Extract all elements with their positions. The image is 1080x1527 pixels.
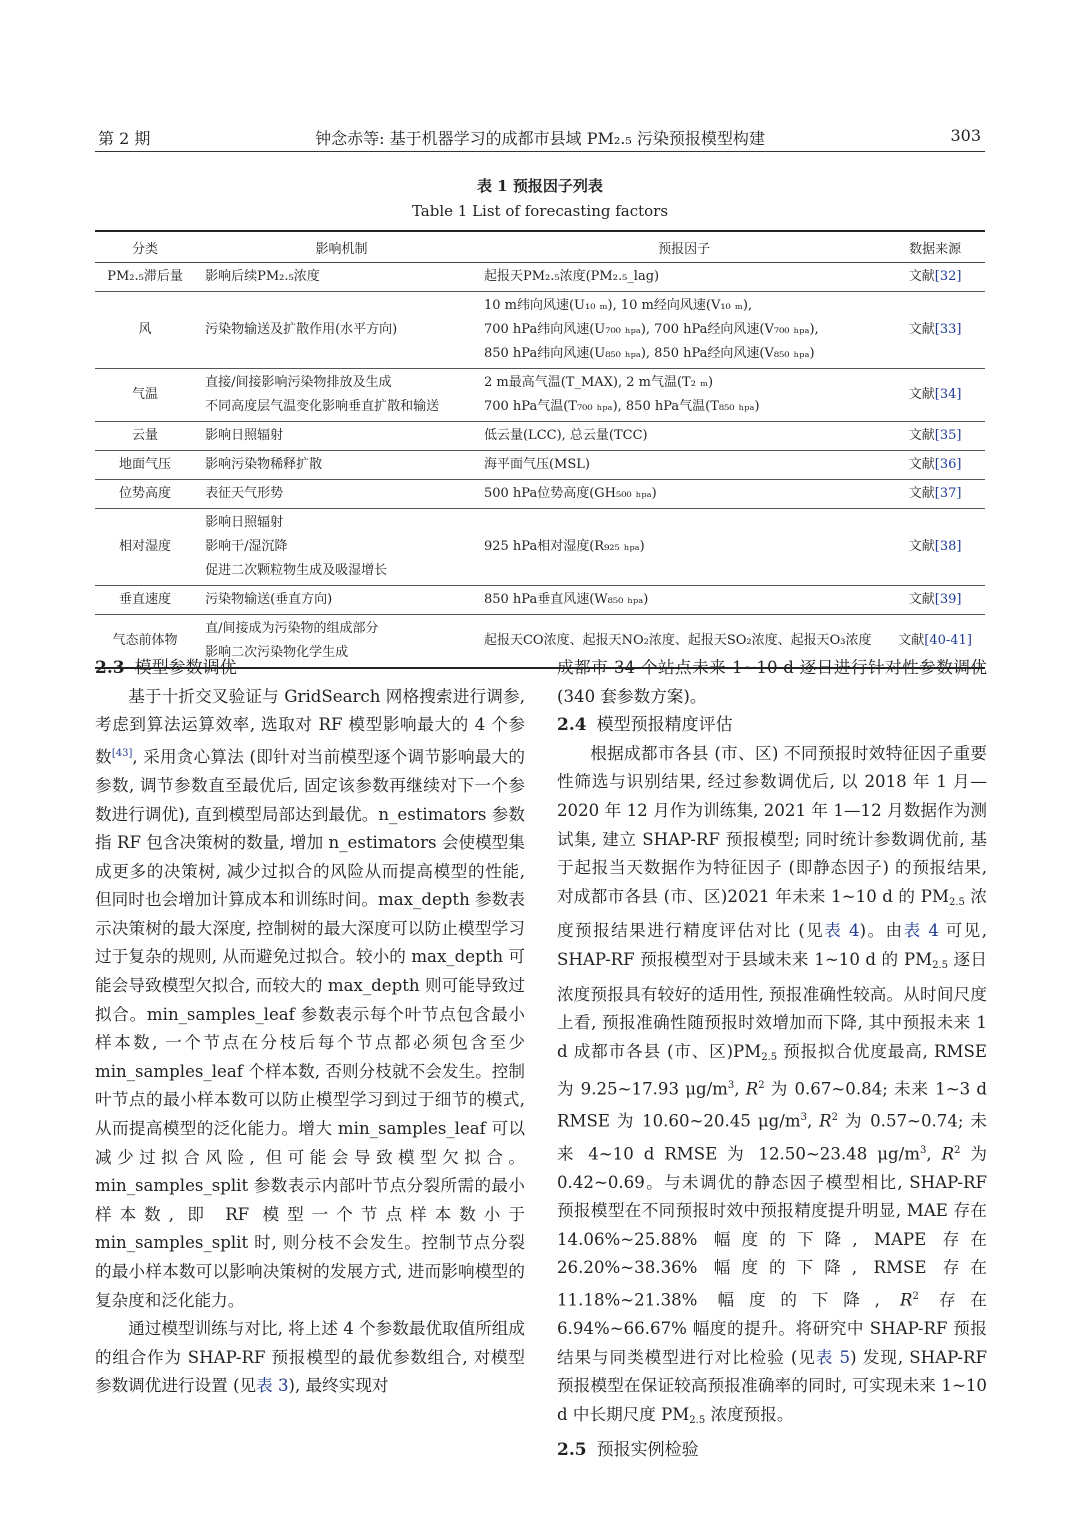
mechanism-line: 影响日照辐射: [205, 428, 284, 443]
running-head: [95, 124, 985, 152]
mechanism-line: 影响后续PM₂.₅浓度: [205, 269, 320, 284]
header-rule: [95, 151, 985, 152]
cell-source[interactable]: 文献[38]: [885, 509, 985, 586]
table-row: [95, 422, 985, 451]
cell-mechanism: [195, 509, 479, 586]
table-row: [95, 480, 985, 509]
section-heading-2-5: 2.5 预报实例检验: [557, 1439, 699, 1460]
cell-factors: [479, 586, 885, 615]
table-body: [95, 263, 985, 669]
paragraph-tuning-2-cont: 成都市 34 个站点未来 1~10 d 逐日进行针对性参数调优 (340 套参数方案)。: [557, 658, 987, 706]
cell-source[interactable]: 文献[32]: [885, 263, 985, 292]
factor-line: 700 hPa纬向风速(U₇₀₀ ₕₚₐ), 700 hPa经向风速(V₇₀₀ ₕₚₐ),: [483, 322, 819, 337]
cell-category: 地面气压: [95, 451, 195, 480]
mechanism-line: 不同高度层气温变化影响垂直扩散和输送: [205, 399, 440, 414]
cell-factors: [479, 292, 885, 369]
cell-mechanism: [195, 586, 479, 615]
cell-mechanism: [195, 369, 479, 422]
right-column: [557, 654, 987, 1464]
col-header-category: 分类: [95, 231, 195, 263]
cell-category: 相对湿度: [95, 509, 195, 586]
factor-line: 海平面气压(MSL): [483, 457, 590, 472]
cell-source[interactable]: 文献[37]: [885, 480, 985, 509]
cell-source[interactable]: 文献[33]: [885, 292, 985, 369]
table-row: [95, 292, 985, 369]
table-row: [95, 586, 985, 615]
cell-factors: [479, 422, 885, 451]
page-number: 303: [950, 126, 981, 145]
cell-source[interactable]: 文献[34]: [885, 369, 985, 422]
cell-factors: [479, 369, 885, 422]
factor-line: 500 hPa位势高度(GH₅₀₀ ₕₚₐ): [483, 486, 657, 501]
reference-link[interactable]: [32]: [934, 269, 962, 284]
mechanism-line: 直接/间接影响污染物排放及生成: [205, 375, 392, 390]
paragraph-tuning-2: 通过模型训练与对比, 将上述 4 个参数最优取值所组成的组合作为 SHAP-RF 预报模型的最优参数组合, 对模型参数调优进行设置 (见表 3), 最终实现对: [95, 1319, 525, 1396]
table-caption-cn: 表 1 预报因子列表: [477, 177, 603, 195]
left-column: [95, 654, 525, 1401]
table-header-row: [95, 231, 985, 263]
factor-line: 850 hPa垂直风速(W₈₅₀ ₕₚₐ): [483, 592, 649, 607]
cell-category: 位势高度: [95, 480, 195, 509]
paragraph-tuning: 基于十折交叉验证与 GridSearch 网格搜索进行调参, 考虑到算法运算效率, 选取对 RF 模型影响最大的 4 个参数[43], 采用贪心算法 (即针对当前模型逐个调节影响最大的参数, 调节参数直至最优后, 固定该参数再继续对下一个参数进行调优), 直到模型局部达到最优。n_estimators 参数指 RF 包含决策树的数量, 增加 n_estimators 会使模型集成更多的决策树, 减少过拟合的风险从而提高模型的性能, 但同时也会增加计算成本和训练时间。max_depth 参数表示决策树的最大深度, 控制树的最大深度可以防止模型学习过于复杂的规则, 从而避免过拟合。较小的 max_depth 可能会导致模型欠拟合, 而较大的 max_depth 则可能导致过拟合。min_samples_leaf 参数表示每个叶节点包含最小样本数, 一个节点在分枝后每个节点都必须包含至少 min_samples_leaf 个样本数, 否则分枝就不会发生。控制叶节点的最小样本数可以防止模型学习到过于细节的模式, 从而提高模型的泛化能力。增大 min_samples_leaf 可以减少过拟合风险, 但可能会导致模型欠拟合。min_samples_split 参数表示内部叶节点分裂所需的最小样本数, 即 RF 模型一个节点样本数小于 min_samples_split 时, 则分枝不会发生。控制节点分裂的最小样本数可以影响决策树的发展方式, 进而影响模型的复杂度和泛化能力。: [95, 686, 526, 1310]
cell-factors: [479, 451, 885, 480]
section-heading-2-3: 2.3 模型参数调优: [95, 658, 237, 678]
cell-category: 气态前体物: [95, 615, 195, 669]
col-header-factors: 预报因子: [479, 231, 885, 263]
factor-line: 925 hPa相对湿度(R₉₂₅ ₕₚₐ): [483, 539, 645, 554]
cell-category: 云量: [95, 422, 195, 451]
factor-line: 低云量(LCC), 总云量(TCC): [483, 428, 648, 443]
running-title: 钟念赤等: 基于机器学习的成都市县域 PM₂.₅ 污染预报模型构建: [315, 129, 765, 148]
mechanism-line: 影响污染物稀释扩散: [205, 457, 323, 472]
table-caption-en: Table 1 List of forecasting factors: [411, 202, 669, 220]
cell-source[interactable]: 文献[36]: [885, 451, 985, 480]
factor-line: 起报天CO浓度、起报天NO₂浓度、起报天SO₂浓度、起报天O₃浓度: [483, 633, 872, 648]
col-header-source: 数据来源: [885, 231, 985, 263]
cell-mechanism: [195, 480, 479, 509]
cell-factors: [479, 509, 885, 586]
table-row: [95, 451, 985, 480]
cell-category: 风: [95, 292, 195, 369]
mechanism-line: 污染物输送(垂直方向): [205, 592, 333, 607]
cell-factors: [479, 263, 885, 292]
issue-number: 第 2 期: [98, 129, 151, 148]
reference-link[interactable]: [36]: [934, 457, 962, 472]
table-row: [95, 509, 985, 586]
cell-category: 气温: [95, 369, 195, 422]
cell-mechanism: [195, 263, 479, 292]
factor-line: 2 m最高气温(T_MAX), 2 m气温(T₂ ₘ): [483, 375, 714, 390]
factor-line: 850 hPa纬向风速(U₈₅₀ ₕₚₐ), 850 hPa经向风速(V₈₅₀ ₕₚₐ): [483, 346, 815, 361]
reference-link[interactable]: [33]: [934, 322, 962, 337]
paragraph-evaluation: 根据成都市各县 (市、区) 不同预报时效特征因子重要性筛选与识别结果, 经过参数调优后, 以 2018 年 1 月—2020 年 12 月作为训练集, 2021 年 1—12 月数据作为测试集, 建立 SHAP-RF 预报模型; 同时统计参数调优前, 基于起报当天数据作为特征因子 (即静态因子) 的预报结果, 对成都市各县 (市、区)2021 年未来 1~10 d 的 $PM_{2.5}$ 浓度预报结果进行精度评估对比 (见表 4)。由表 4 可见, SHAP-RF 预报模型对于县域未来 1~10 d 的 $PM_{2.5}$ 逐日浓度预报具有较好的适用性, 预报准确性较高。从时间尺度上看, 预报准确性随预报时效增加而下降, 其中预报未来 1 d 成都市各县 (市、区)$PM_{2.5}$ 预报拟合优度最高, RMSE 为 9.25~17.93 $\mu g/m^3$, $R^2$ 为 0.67~0.84; 未来 1~3 d RMSE 为 10.60~20.45 $\mu g/m^3$, $R^2$ 为 0.57~0.74; 未来 4~10 d RMSE 为 12.50~23.48 $\mu g/m^3$, $R^2$ 为 0.42~0.69。与未调优的静态因子模型相比, SHAP-RF 预报模型在不同预报时效中预报精度提升明显, MAE 存在 14.06%~25.88% 幅度的下降, MAPE 存在 26.20%~38.36% 幅度的下降, RMSE 存在 11.18%~21.38% 幅度的下降, $R^2$ 存在 6.94%~66.67% 幅度的提升。将研究中 SHAP-RF 预报结果与同类模型进行对比检验 (见表 5) 发现, SHAP-RF 预报模型在保证较高预报准确率的同时, 可实现未来 1~10 d 中长期尺度 $PM_{2.5}$ 浓度预报。: [557, 743, 988, 1426]
cell-source[interactable]: 文献[39]: [885, 586, 985, 615]
cell-category: PM₂.₅滞后量: [95, 263, 195, 292]
mechanism-line: 表征天气形势: [205, 486, 284, 501]
cell-mechanism: [195, 422, 479, 451]
factor-line: 10 m纬向风速(U₁₀ ₘ), 10 m经向风速(V₁₀ ₘ),: [483, 298, 753, 313]
mechanism-line: 污染物输送及扩散作用(水平方向): [205, 322, 398, 337]
cell-mechanism: [195, 451, 479, 480]
cell-source[interactable]: 文献[35]: [885, 422, 985, 451]
factor-line: 700 hPa气温(T₇₀₀ ₕₚₐ), 850 hPa气温(T₈₅₀ ₕₚₐ): [483, 399, 760, 414]
factor-line: 起报天PM₂.₅浓度(PM₂.₅_lag): [483, 269, 660, 284]
reference-link[interactable]: [34]: [934, 387, 962, 402]
cell-category: 垂直速度: [95, 586, 195, 615]
col-header-mechanism: 影响机制: [195, 231, 479, 263]
mechanism-line: 直/间接成为污染物的组成部分: [205, 621, 379, 636]
table-row: [95, 369, 985, 422]
cell-source[interactable]: 文献[40-41]: [885, 615, 985, 669]
mechanism-line: 影响日照辐射: [205, 515, 284, 530]
mechanism-line: 影响干/湿沉降: [205, 539, 288, 554]
reference-link[interactable]: [37]: [934, 486, 962, 501]
reference-link[interactable]: [40-41]: [924, 633, 972, 648]
cell-factors: [479, 480, 885, 509]
table-row: [95, 263, 985, 292]
reference-link[interactable]: [38]: [934, 539, 962, 554]
reference-link[interactable]: [35]: [934, 428, 962, 443]
factors-table: [95, 230, 985, 669]
mechanism-line: 影响二次污染物化学生成: [205, 645, 349, 660]
cell-mechanism: [195, 292, 479, 369]
reference-link[interactable]: [39]: [934, 592, 962, 607]
mechanism-line: 促进二次颗粒物生成及吸湿增长: [205, 563, 388, 578]
section-heading-2-4: 2.4 模型预报精度评估: [557, 715, 733, 736]
